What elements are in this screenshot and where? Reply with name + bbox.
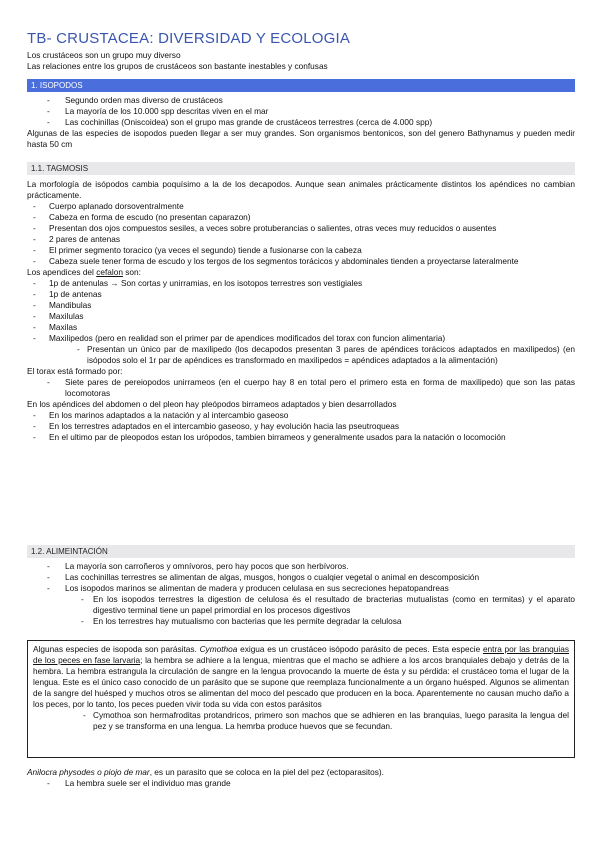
species-name: Anilocra physodes o piojo de mar bbox=[27, 767, 150, 777]
section-alimentacion-body bbox=[27, 561, 575, 627]
page-title: TB- CRUSTACEA: DIVERSIDAD Y ECOLOGIA bbox=[27, 30, 351, 47]
list-item: - Maxilipedos (pero en realidad son el primer par de apendices modificados del torax con funcion alimentaria) bbox=[27, 333, 575, 344]
list-item: - La hembra suele ser el individuo mas grande bbox=[27, 778, 575, 789]
cefalon-intro bbox=[27, 267, 575, 278]
list-item: - En los terrestres adaptados en el intercambio gaseoso, y hay evolución hacia las pseutroqueas bbox=[27, 421, 575, 432]
list-item: - Cabeza en forma de escudo (no presentan caparazon) bbox=[27, 212, 575, 223]
species-name: Cymothoa bbox=[199, 644, 238, 654]
text: exigua es un crustáceo isópodo parásito de peces. Esta especie bbox=[237, 644, 483, 654]
list-item: - 1p de antenas bbox=[27, 289, 575, 300]
list-item: - Las cochinillas (Oniscoidea) son el grupo mas grande de crustáceos terrestres (cerca de 4.000 spp) bbox=[27, 117, 575, 128]
text: Los apendices del bbox=[27, 267, 97, 277]
text: ; la hembra se adhiere a la lengua, mientras que el macho se adhiere a los arcos branquiales debajo y detrás de la hembra. La hembra estrangula la circulación de sangre en la lengua provocando la muerte de ésta y su pérdida: el crustáceo toma el lugar de la lengua. Este es el único caso conocido de un parásito que se supone que reemplaza funcionalmente a un órgano huésped. Algunos se alimentan de la sangre del huésped y muchos otros se alimentan del moco del pescado que producen en la boca. Aparentemente no causan mucho daño a los peces, por lo tanto, los peces pueden vivir toda su vida con estos parásitos bbox=[33, 655, 569, 709]
box-paragraph bbox=[33, 644, 569, 710]
list-item: - Mandibulas bbox=[27, 300, 575, 311]
list-item: - Las cochinillas terrestres se alimentan de algas, musgos, hongos o cualqier vegetal o animal en descomposición bbox=[27, 572, 575, 583]
sub-list-item: - Presentan un único par de maxilipedo (los decapodos presentan 3 pares de apéndices torácicos adaptados en maxilipedos) (en isópodos solo el 1r par de apéndices es transformado en maxilipedos = apéndices adaptados a la alimentación) bbox=[27, 344, 575, 366]
text: son: bbox=[122, 267, 141, 277]
anilocra-paragraph bbox=[27, 767, 575, 778]
torax-intro: El torax está formado por: bbox=[27, 366, 123, 376]
list-item: - En los marinos adaptados a la natación y al intercambio gaseoso bbox=[27, 410, 575, 421]
intro-line: Las relaciones entre los grupos de crustáceos son bastante inestables y confusas bbox=[27, 61, 328, 71]
list-item: - Presentan dos ojos compuestos sesiles, a veces sobre protuberancias o salientes, otras veces muy reducidos o ausentes bbox=[27, 223, 575, 234]
list-item: - La mayoría son carroñeros y omnívoros, pero hay pocos que son herbívoros. bbox=[27, 561, 575, 572]
sub-list-item: - En los isopodos terrestres la digestion de celulosa és el resultado de bracterias mutualistas (como en termitas) y el aparato digestivo terminal tiene un papel primordial en los procesos digestivos bbox=[27, 594, 575, 616]
section-header-tagmosis: 1.1. TAGMOSIS bbox=[27, 162, 575, 175]
list-item: - Siete pares de pereiopodos unirrameos (en el cuerpo hay 8 en total pero el primero esta en forma de maxilipedo) que son las patas locomotoras bbox=[27, 377, 575, 399]
sub-list-item: - Cymothoa son hermafroditas protandricos, primero son machos que se adhieren en las branquias, luego parasita la lengua del pez y se transforma en una lengua. La hemrba produce huevos que se fecundan. bbox=[33, 710, 569, 732]
section-isopodos-body bbox=[27, 95, 575, 150]
sub-list-item: - En los terrestres hay mutualismo con bacterias que les permite degradar la celulosa bbox=[27, 616, 575, 627]
abdomen-intro: En los apéndices del abdomen o del pleon hay pleópodos birrameos adaptados y bien desarrollados bbox=[27, 399, 397, 409]
list-item: - En el ultimo par de pleopodos estan los urópodos, tambien birrameos y generalmente usados para la natación o locomoción bbox=[27, 432, 575, 443]
anilocra-section bbox=[27, 767, 575, 789]
list-item: - La mayoría de los 10.000 spp descritas viven en el mar bbox=[27, 106, 575, 117]
list-item: - 2 pares de antenas bbox=[27, 234, 575, 245]
section-tagmosis-body bbox=[27, 179, 575, 443]
list-item: - Maxilulas bbox=[27, 311, 575, 322]
section-header-isopodos: 1. ISOPODOS bbox=[27, 79, 575, 92]
list-item: - Cabeza suele tener forma de escudo y los tergos de los segmentos torácicos y abdominales tienden a proyectarse lateralmente bbox=[27, 256, 575, 267]
list-item: - Los isopodos marinos se alimentan de madera y producen celulasa en sus secreciones hepatopandreas bbox=[27, 583, 575, 594]
list-item: - El primer segmento toracico (ya veces el segundo) tiende a fusionarse con la cabeza bbox=[27, 245, 575, 256]
intro-line: Los crustáceos son un grupo muy diverso bbox=[27, 50, 181, 60]
list-item: - 1p de antenulas → Son cortas y unirramias, en los isotopos terrestres son vestigiales bbox=[27, 278, 575, 289]
text: Algunas especies de isopoda son parásitas. bbox=[33, 644, 200, 654]
section-header-alimentacion: 1.2. ALIMEINTACIÓN bbox=[27, 545, 575, 558]
paragraph: La morfología de isópodos cambia poquísimo a la de los decapodos. Aunque sean animales prácticamente distintos los apéndices no cambian prácticamente. bbox=[27, 179, 575, 200]
list-item: - Maxilas bbox=[27, 322, 575, 333]
underlined-text: entra por las branquias de los peces en fase larvaria bbox=[33, 644, 569, 665]
cefalon-word: cefalon bbox=[96, 267, 123, 277]
text: , es un parasito que se coloca en la piel del pez (ectoparasitos). bbox=[149, 767, 384, 777]
paragraph: Algunas de las especies de isopodos pueden llegar a ser muy grandes. Son organismos bentonicos, son del genero Bathynamus y pueden medir hasta 50 cm bbox=[27, 128, 575, 149]
intro bbox=[27, 50, 575, 72]
parasites-box bbox=[27, 640, 575, 758]
list-item: - Segundo orden mas diverso de crustáceos bbox=[27, 95, 575, 106]
list-item: - Cuerpo aplanado dorsoventralmente bbox=[27, 201, 575, 212]
